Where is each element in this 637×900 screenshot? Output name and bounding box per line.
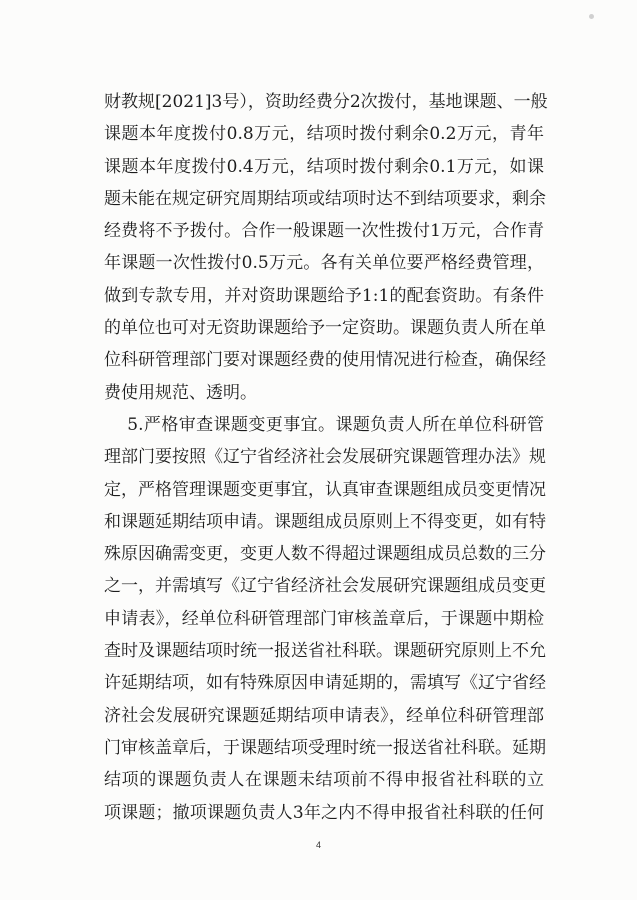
text-line: 的单位也可对无资助课题给予一定资助。课题负责人所在单	[104, 318, 546, 339]
text-line: 之一，并需填写《辽宁省经济社会发展研究课题组成员变更	[104, 576, 546, 597]
text-line: 做到专款专用，并对资助课题给予1:1的配套资助。有条件	[104, 285, 544, 306]
text-line: 殊原因确需变更，变更人数不得超过课题组成员总数的三分	[104, 544, 546, 565]
scan-speck	[589, 14, 594, 19]
body-text	[104, 86, 548, 829]
text-line: 费使用规范、透明。	[104, 382, 257, 403]
text-line: 济社会发展研究课题延期结项申请表》，经单位科研管理部	[104, 705, 544, 726]
text-line: 门审核盖章后，于课题结项受理时统一报送省社科联。延期	[104, 737, 546, 758]
text-line: 理部门要按照《辽宁省经济社会发展研究课题管理办法》规	[104, 447, 546, 468]
text-line: 许延期结项，如有特殊原因申请延期的，需填写《辽宁省经	[104, 673, 546, 694]
text-line: 项课题；撤项课题负责人3年之内不得申报省社科联的任何	[104, 802, 544, 823]
text-line: 经费将不予拨付。合作一般课题一次性拨付1万元，合作青	[104, 221, 544, 242]
text-line: 课题本年度拨付0.4万元，结项时拨付剩余0.1万元，如课	[104, 156, 544, 177]
text-line: 财教规[2021]3号），资助经费分2次拨付，基地课题、一般	[104, 92, 548, 112]
text-line: 定，严格管理课题变更事宜，认真审查课题组成员变更情况	[104, 479, 546, 500]
text-line: 位科研管理部门要对课题经费的使用情况进行检查，确保经	[104, 350, 546, 371]
text-line: 题未能在规定研究周期结项或结项时达不到结项要求，剩余	[104, 188, 546, 209]
text-line: 申请表》，经单位科研管理部门审核盖章后，于课题中期检	[104, 608, 544, 629]
text-line: 结项的课题负责人在课题未结项前不得申报省社科联的立	[104, 770, 544, 791]
page-number: 4	[315, 840, 321, 850]
text-line: 查时及课题结项时统一报送省社科联。课题研究原则上不允	[104, 641, 546, 662]
text-line: 5.严格审查课题变更事宜。课题负责人所在单位科研管	[104, 414, 544, 435]
text-line: 和课题延期结项申请。课题组成员原则上不得变更，如有特	[104, 511, 546, 532]
text-line: 课题本年度拨付0.8万元，结项时拨付剩余0.2万元，青年	[104, 124, 544, 145]
text-line: 年课题一次性拨付0.5万元。各有关单位要严格经费管理，	[104, 253, 544, 274]
